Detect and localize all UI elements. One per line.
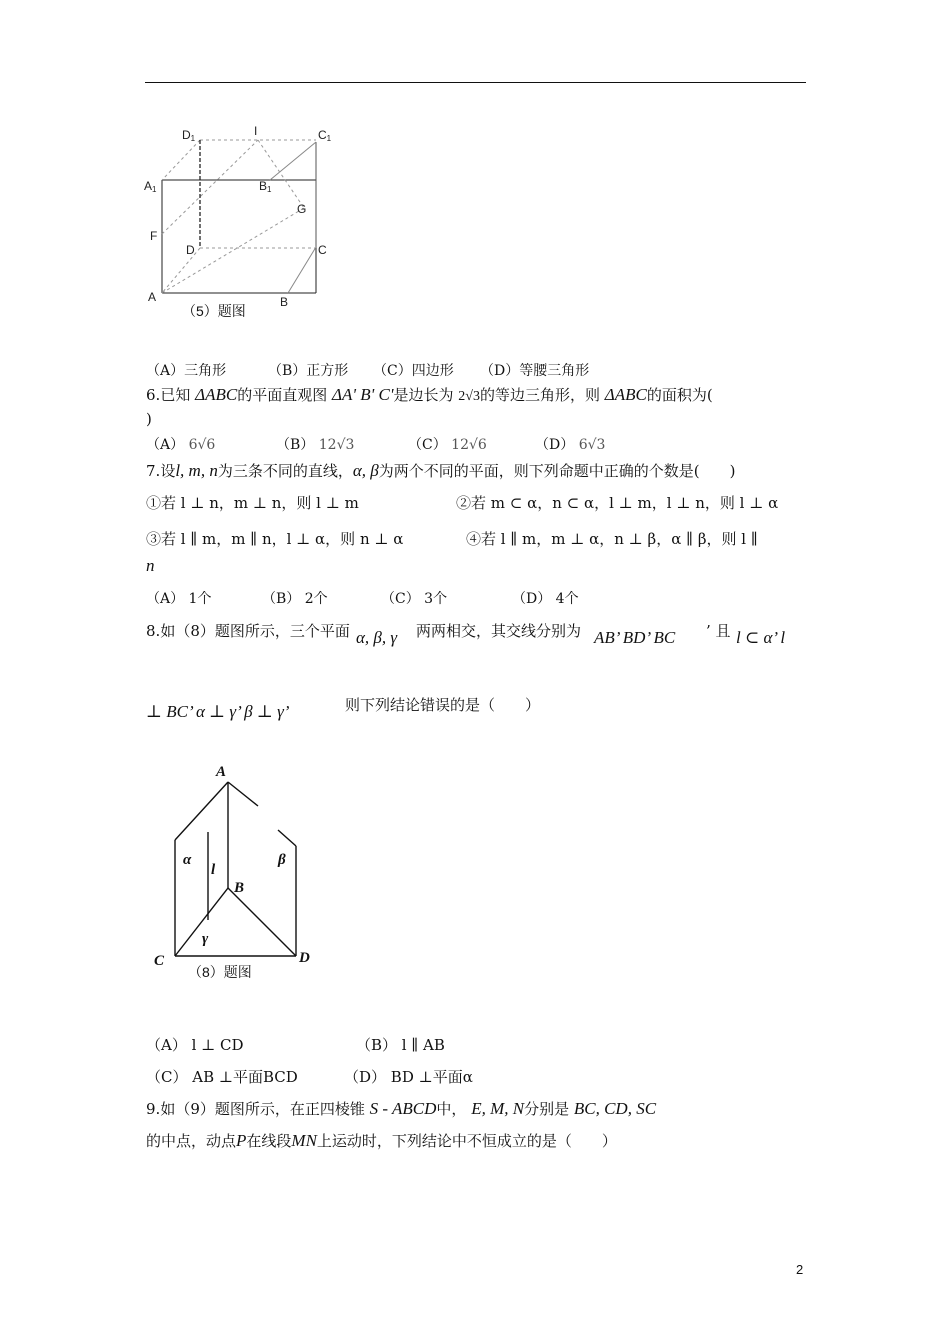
edge-B1C1 (270, 142, 316, 180)
q9-number: 9. (146, 1100, 161, 1118)
label-D: D (186, 243, 195, 257)
q6-option-b: （B） 12√3 (276, 437, 355, 453)
q9-stem: 9.如（9）题图所示，在正四棱锥 S - ABCD中， E, M, N分别是 BC, CD, SC (146, 1099, 657, 1118)
page-number: 2 (796, 1262, 804, 1277)
label-B: B (234, 880, 245, 896)
segment-FI (162, 140, 258, 234)
label-C1: C1 (318, 128, 332, 143)
q7-statement-4: ④若 l ∥ m，m ⊥ α，n ⊥ β，α ∥ β，则 l ∥ (466, 530, 758, 548)
q5-option-d: （D）等腰三角形 (480, 363, 590, 379)
q7-stem: 7.设l, m, n为三条不同的直线，α, β为两个不同的平面，则下列命题中正确的个数是( ) (146, 461, 736, 480)
q7-statement-4-end: n (146, 556, 155, 575)
label-D: D (299, 950, 310, 966)
q8-condition: l ⊂ α’ l (736, 628, 786, 647)
label-B: B (280, 295, 289, 309)
label-A1: A1 (144, 179, 157, 194)
segment-IG (258, 140, 304, 208)
q8-conditions-line2: ⊥ BC’ α ⊥ γ’ β ⊥ γ’ (146, 702, 290, 721)
label-D1: D1 (182, 128, 196, 143)
q8-number: 8. (146, 622, 161, 640)
q9-stem-line2: 的中点，动点P在线段MN上运动时，下列结论中不恒成立的是（ ） (146, 1131, 617, 1150)
label-l: l (211, 862, 216, 878)
edge-BC (288, 247, 316, 293)
label-C: C (154, 953, 165, 969)
q8-stem: 8.如（8）题图所示，三个平面 (146, 622, 350, 640)
q6-stem-end: ) (146, 410, 152, 428)
figure-5-caption: （5）题图 (182, 303, 246, 319)
q8-stem-2: 两两相交，其交线分别为 (416, 622, 582, 640)
plane-alpha-top (175, 782, 228, 840)
q8-option-c: （C） AB ⊥平面BCD (146, 1068, 298, 1086)
q8-lines: AB’ BD’ BC (594, 628, 676, 647)
q7-statement-2: ②若 m ⊂ α，n ⊂ α，l ⊥ m，l ⊥ n，则 l ⊥ α (456, 494, 779, 512)
q8-option-b: （B） l ∥ AB (356, 1036, 445, 1054)
figure-8-planes (150, 760, 330, 990)
label-F: F (150, 229, 158, 243)
figure-8-caption: （8）题图 (188, 964, 252, 980)
q7-number: 7. (146, 462, 161, 480)
q7-option-a: （A） 1个 (146, 591, 212, 607)
q7-option-b: （B） 2个 (262, 591, 328, 607)
edge-A1D1 (162, 140, 200, 180)
label-A: A (148, 290, 157, 304)
segment-AG (162, 208, 304, 293)
plane-beta-top-2 (278, 830, 296, 846)
q5-option-c: （C）四边形 (373, 363, 454, 379)
q8-option-a: （A） l ⊥ CD (146, 1036, 244, 1054)
q8-question: 则下列结论错误的是（ ） (345, 696, 541, 714)
q7-statement-1: ①若 l ⊥ n，m ⊥ n，则 l ⊥ m (146, 494, 359, 512)
label-beta: β (278, 852, 286, 868)
q6-option-c: （C） 12√6 (408, 437, 487, 453)
figure-5-cube (140, 120, 340, 330)
q6-option-d: （D） 6√3 (535, 437, 606, 453)
q6-option-a: （A） 6√6 (146, 437, 216, 453)
plane-beta-top-1 (228, 782, 258, 806)
label-I: I (254, 124, 258, 138)
label-alpha: α (183, 852, 192, 868)
label-G: G (297, 202, 307, 216)
q8-option-d: （D） BD ⊥平面α (344, 1068, 473, 1086)
q8-planes: α, β, γ (356, 628, 398, 647)
label-C: C (318, 243, 327, 257)
q5-option-b: （B）正方形 (268, 363, 349, 379)
label-gamma: γ (202, 931, 209, 947)
q7-option-c: （C） 3个 (381, 591, 448, 607)
q5-option-a: （A）三角形 (146, 363, 227, 379)
q6-stem: 6.已知 ΔABC的平面直观图 ΔA' B' C'是边长为 2√3的等边三角形，则 ΔABC的面积为( (146, 385, 713, 404)
label-B1: B1 (259, 179, 272, 194)
header-rule (145, 82, 806, 83)
line-BD (228, 888, 296, 956)
label-A: A (216, 764, 227, 780)
q8-stem-3: ’ 且 (706, 622, 731, 640)
q7-option-d: （D） 4个 (512, 591, 579, 607)
q6-number: 6. (146, 386, 161, 404)
q7-statement-3: ③若 l ∥ m，m ∥ n，l ⊥ α，则 n ⊥ α (146, 530, 404, 548)
